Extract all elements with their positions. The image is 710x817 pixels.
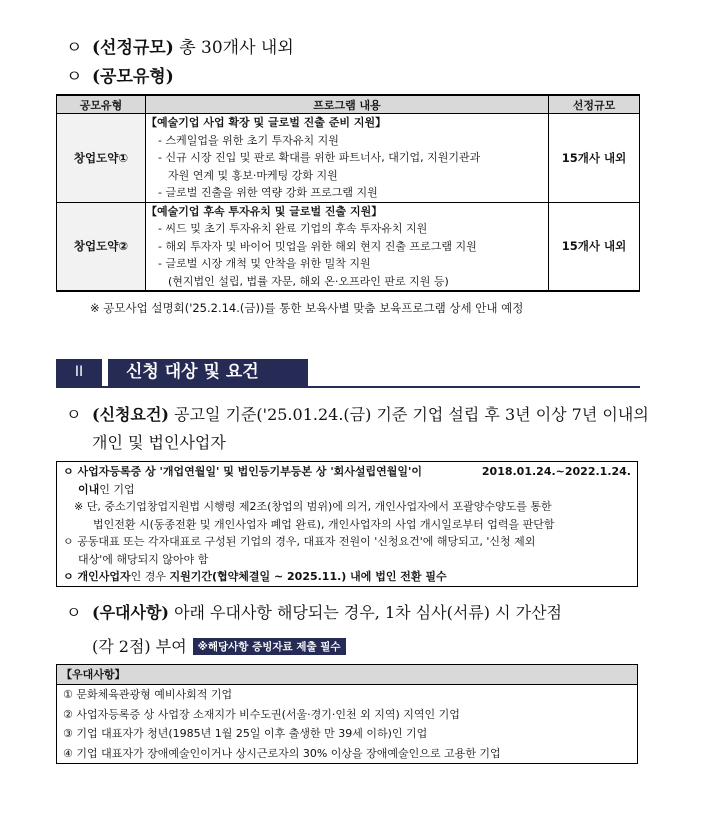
req-note-1: ※ 단, 중소기업창업지원법 시행령 제2조(창업의 범위)에 의거, 개인사업자에서 포괄양수양도를 통한 xyxy=(74,500,552,513)
program-item: - 스케일업을 위한 초기 투자유치 지원 xyxy=(158,133,339,147)
bullet: ㅇ xyxy=(66,67,83,87)
requirement-text: 공고일 기준('25.01.24.(금) 기준 기업 설립 후 3년 이상 7년 이내의 xyxy=(174,405,649,424)
section-title: 신청 대상 및 요건 xyxy=(126,362,259,382)
requirement-label: (신청요건) xyxy=(92,405,169,424)
selection-scale-value: 총 30개사 내외 xyxy=(179,38,294,58)
req-item-3-bold1: ㅇ 개인사업자 xyxy=(63,570,131,583)
briefing-note: ※ 공모사업 설명회('25.2.14.(금))를 통한 보육사별 맞춤 보육프로그램 상세 안내 예정 xyxy=(90,301,524,315)
row-scale: 15개사 내외 xyxy=(549,202,640,291)
program-item: 자원 연계 및 홍보·마케팅 강화 지원 xyxy=(168,168,338,182)
header-content: 프로그램 내용 xyxy=(146,95,549,114)
preference-line xyxy=(66,600,562,623)
req-item-1 xyxy=(63,463,631,481)
req-item-1-date: 2018.01.24.~2022.1.24. xyxy=(481,465,631,478)
req-note-1-cont: 법인전환 시(동종전환 및 개인사업자 폐업 완료), 개인사업자의 사업 개시일로부터 업력을 판단함 xyxy=(93,517,555,531)
preference-box-header: 【우대사항】 xyxy=(57,665,637,685)
req-item-1-cont xyxy=(63,481,631,499)
program-item: - 해외 투자자 및 바이어 밋업을 위한 해외 현지 진출 프로그램 지원 xyxy=(158,239,477,253)
req-item-2-cont: 대상'에 해당되지 않아야 함 xyxy=(78,552,209,566)
requirement-box xyxy=(56,461,638,587)
preference-label: (우대사항) xyxy=(92,603,169,622)
row-content xyxy=(146,202,549,291)
table-row xyxy=(57,114,640,203)
preference-line-2 xyxy=(92,634,346,657)
selection-type-label: (공모유형) xyxy=(92,67,174,87)
table-row xyxy=(57,202,640,291)
preference-item: ④ 기업 대표자가 장애예술인이거나 상시근로자의 30% 이상을 장애예술인으로 고용한 기업 xyxy=(63,746,501,760)
bullet: ㅇ xyxy=(66,405,82,424)
requirement-line xyxy=(66,402,649,425)
section-divider xyxy=(56,386,640,388)
req-item-1-text: ㅇ 사업자등록증 상 '개업연월일' 및 법인등기부등본 상 '회사설립연월일'이 xyxy=(63,465,423,478)
row-content xyxy=(146,114,549,203)
req-item-3 xyxy=(63,568,631,586)
header-type: 공모유형 xyxy=(57,95,146,114)
program-item: (현지법인 설립, 법률 자문, 해외 온·오프라인 판로 지원 등) xyxy=(168,274,449,288)
req-item-1-rest: 인 기업 xyxy=(99,482,135,496)
row-scale: 15개사 내외 xyxy=(549,114,640,203)
program-table xyxy=(56,94,640,292)
program-item: - 씨드 및 초기 투자유치 완료 기업의 후속 투자유치 지원 xyxy=(158,222,428,235)
selection-scale-line xyxy=(66,33,294,58)
row-type: 창업도약② xyxy=(57,202,146,291)
preference-item: ③ 기업 대표자가 청년(1985년 1월 25일 이후 출생한 만 39세 이하)인 기업 xyxy=(63,727,428,740)
program-item: - 글로벌 진출을 위한 역량 강화 프로그램 지원 xyxy=(158,186,378,199)
selection-scale-label: (선정규모) xyxy=(92,38,174,58)
header-scale: 선정규모 xyxy=(549,95,640,114)
program-title: 【예술기업 후속 투자유치 및 글로벌 진출 지원】 xyxy=(146,204,383,218)
preference-text-2: (각 2점) 부여 xyxy=(92,637,187,656)
req-item-3-mid: 인 경우 xyxy=(130,570,170,583)
program-item: - 글로벌 시장 개척 및 안착을 위한 밀착 지원 xyxy=(158,257,371,270)
preference-item: ② 사업자등록증 상 사업장 소재지가 비수도권(서울·경기·인천 외 지역) 지역인 기업 xyxy=(63,707,460,721)
req-item-1-bold: 이내 xyxy=(78,482,100,496)
row-type: 창업도약① xyxy=(57,114,146,203)
preference-box xyxy=(56,664,638,764)
req-item-3-bold2: 지원기간(협약체결일 ~ 2025.11.) 내에 법인 전환 필수 xyxy=(169,570,447,583)
preference-text: 아래 우대사항 해당되는 경우, 1차 심사(서류) 시 가산점 xyxy=(174,603,562,622)
bullet: ㅇ xyxy=(66,603,82,622)
table-header-row xyxy=(57,95,640,114)
preference-item: ① 문화체육관광형 예비사회적 기업 xyxy=(63,688,233,701)
program-item: - 신규 시장 진입 및 판로 확대를 위한 파트너사, 대기업, 지원기관과 xyxy=(158,151,481,164)
program-title: 【예술기업 사업 확장 및 글로벌 진출 준비 지원】 xyxy=(146,116,387,129)
selection-type-line xyxy=(66,62,174,87)
requirement-line-2: 개인 및 법인사업자 xyxy=(92,433,226,452)
req-item-2: ㅇ 공동대표 또는 각자대표로 구성된 기업의 경우, 대표자 전원이 '신청요건'에 해당되고, '신청 제외 xyxy=(63,535,536,548)
section-number: II xyxy=(56,359,102,386)
evidence-badge: ※해당사항 증빙자료 제출 필수 xyxy=(193,638,346,655)
bullet: ㅇ xyxy=(66,38,83,58)
